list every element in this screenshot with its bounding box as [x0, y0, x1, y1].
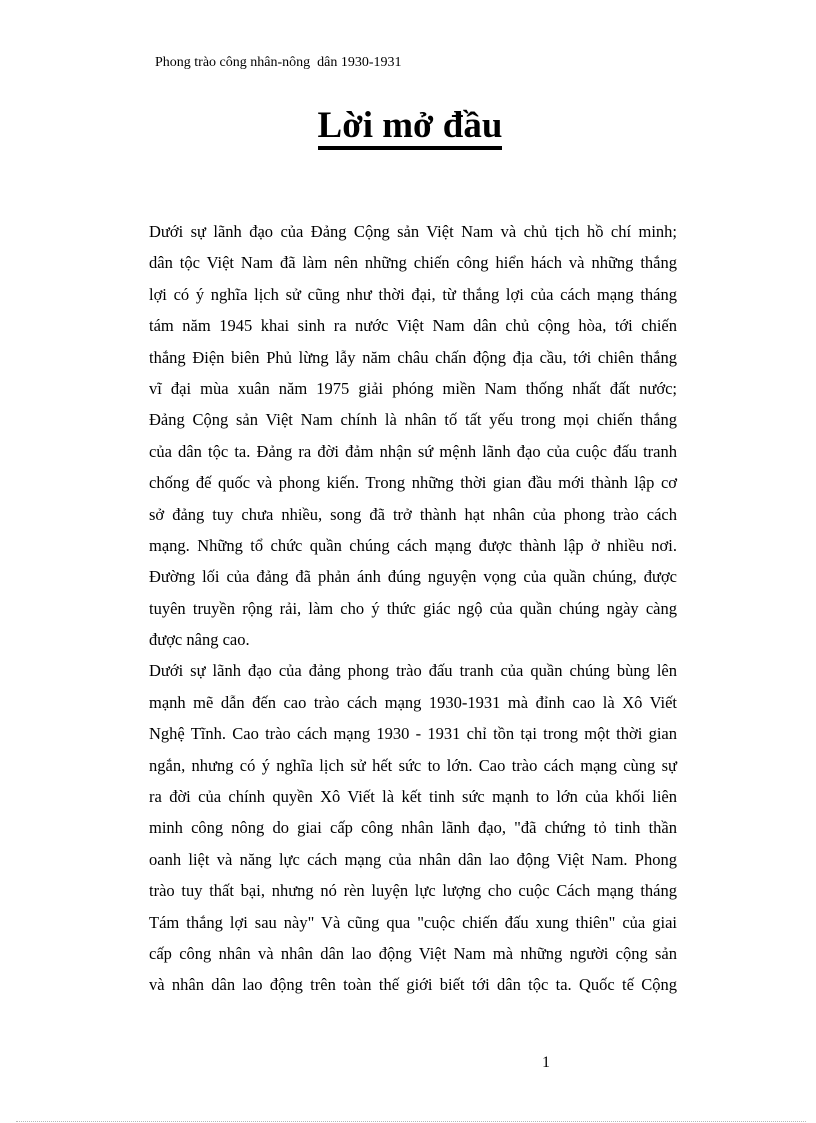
- text-line: chống đế quốc và phong kiến. Trong những thời gian đầu mới thành lập cơ: [149, 473, 677, 493]
- text-line: Đường lối của đảng đã phản ánh đúng nguyện vọng của quần chúng, được: [149, 567, 677, 587]
- text-line: lợi có ý nghĩa lịch sử cũng như thời đại, từ thắng lợi của cách mạng tháng: [149, 284, 677, 304]
- text-line: minh công nông do giai cấp công nhân lãnh đạo, "đã chứng tỏ tinh thần: [149, 818, 677, 838]
- text-line: và nhân dân lao động trên toàn thế giới biết tới dân tộc ta. Quốc tế Cộng: [149, 975, 677, 995]
- body-text: [149, 216, 677, 1001]
- running-header: Phong trào công nhân-nông dân 1930-1931: [155, 55, 402, 70]
- text-line: Dưới sự lãnh đạo của đảng phong trào đấu tranh của quần chúng bùng lên: [149, 661, 677, 681]
- page-title: [0, 104, 816, 150]
- text-line: Đảng Cộng sản Việt Nam chính là nhân tố tất yếu trong mọi chiến thắng: [149, 410, 677, 430]
- text-line: của dân tộc ta. Đảng ra đời đảm nhận sứ mệnh lãnh đạo của cuộc đấu tranh: [149, 441, 677, 461]
- text-line: oanh liệt và năng lực cách mạng của nhân dân lao động Việt Nam. Phong: [149, 849, 677, 869]
- text-line: Nghệ Tĩnh. Cao trào cách mạng 1930 - 1931 chỉ tồn tại trong một thời gian: [149, 724, 677, 744]
- text-line: tám năm 1945 khai sinh ra nước Việt Nam dân chủ cộng hòa, tới chiến: [149, 316, 677, 336]
- text-line: Dưới sự lãnh đạo của Đảng Cộng sản Việt Nam và chủ tịch hồ chí minh;: [149, 222, 677, 241]
- text-line: ra đời của chính quyền Xô Viết là kết tinh sức mạnh to lớn của khối liên: [149, 787, 677, 807]
- paragraph-2: [149, 655, 677, 1000]
- text-line: thắng Điện biên Phủ lừng lẫy năm châu chấn động địa cầu, tới chiên thắng: [149, 347, 677, 367]
- text-line: ngắn, nhưng có ý nghĩa lịch sử hết sức to lớn. Cao trào cách mạng cùng sự: [149, 755, 677, 775]
- paragraph-1: [149, 216, 677, 655]
- text-line: được nâng cao.: [149, 630, 250, 650]
- text-line: vĩ đại mùa xuân năm 1975 giải phóng miền Nam thống nhất đất nước;: [149, 378, 677, 398]
- text-line: sở đảng tuy chưa nhiều, song đã trở thành hạt nhân của phong trào cách: [149, 504, 677, 524]
- text-line: Tám thắng lợi sau này" Và cũng qua "cuộc chiến đấu xung thiên" của giai: [149, 912, 677, 932]
- page-number: 1: [542, 1054, 550, 1071]
- page-title-text: Lời mở đầu: [318, 106, 503, 150]
- text-line: cấp công nhân và nhân dân lao động Việt Nam mà những người cộng sản: [149, 943, 677, 963]
- text-line: mạng. Những tổ chức quần chúng cách mạng được thành lập ở nhiều nơi.: [149, 535, 677, 555]
- page-boundary-divider: [16, 1121, 806, 1122]
- text-line: tuyên truyền rộng rải, làm cho ý thức giác ngộ của quần chúng ngày càng: [149, 598, 677, 618]
- text-line: dân tộc Việt Nam đã làm nên những chiến công hiển hách và những thắng: [149, 253, 677, 273]
- text-line: trào tuy thất bại, nhưng nó rèn luyện lực lượng cho cuộc Cách mạng tháng: [149, 881, 677, 901]
- text-line: mạnh mẽ dẫn đến cao trào cách mạng 1930-1931 mà đỉnh cao là Xô Viết: [149, 692, 677, 712]
